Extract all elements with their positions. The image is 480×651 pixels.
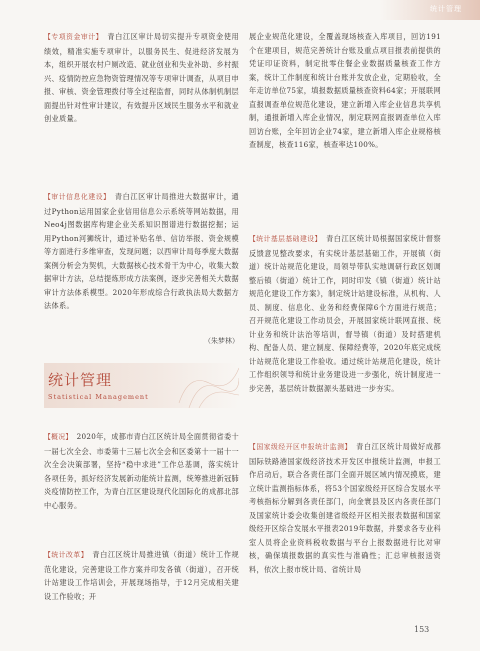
text-overview: 2020年，成都市青白江区统计局全面贯彻省委十一届七次全会、市委第十三届七次全会和区委第十一届十一次全会决策部署，坚持“稳中求进”工作总基调，落实统计各项任务，抓好经济发展新动能统计监测，统筹推进新冠肺炎疫情防控工作，为青白江区建设现代化国际化的成都北部中心服务。 (44, 432, 239, 510)
paragraph-development-zone-monitoring (249, 440, 441, 576)
section-tab: 统计管理 (430, 5, 462, 13)
text-special-fund-audit: 青白江区审计局切实提升专项资金使用绩效，精准实施专项审计，以服务民生、促进经济发展为本，组织开展农村户厕改造、就业创业和失业补助、乡村振兴、疫情防控应急物资管理情况等专项审计调查，从项目申报、审核、资金管理拨付等全过程监督，同时从体制机制层面提出针对性审计建议，有效提升区域民生服务水平和就业创业质量。 (44, 32, 240, 123)
paragraph-reform-continued (249, 30, 441, 152)
tag-statistics-reform: 【统计改革】 (44, 551, 85, 559)
text-grassroots-construction: 青白江区统计局根据国家统计督察反馈意见整改要求，有实统计基层基础工作，开展镇（街道）统计站规范化建设，局领导带队实地调研行政区划调整后镇（街道）统计工作，同时印发《镇（街道）统计站规范化建设工作方案》，制定统计站建设标准，从机构、人员、制度、信息化、业务和经费保障6个方面进行规范；召开规范化建设工作动员会，开展国家统计联网直报、统计业务和统计法治等培训，督导镇（街道）及时搭建机构、配备人员、建立制度、保障经费等，2020年底完成统计站规范化建设工作验收。通过统计站规范化建设，统计工作组织领导和统计业务建设进一步强化，统计制度进一步完善，基层统计数据源头基础进一步夯实。 (249, 234, 441, 393)
page-number: 153 (414, 625, 430, 634)
paragraph-overview (44, 430, 239, 512)
section-title-english: Statistical Management (48, 393, 149, 401)
section-title-band (44, 363, 239, 408)
tag-grassroots-construction: 【统计基层基础建设】 (249, 235, 319, 243)
tag-special-fund-audit: 【专项资金审计】 (44, 33, 100, 41)
tag-audit-informatization: 【审计信息化建设】 (44, 193, 108, 201)
tag-overview: 【概况】 (44, 433, 70, 441)
header-bar (0, 0, 480, 20)
author-signature: （朱梦林） (204, 337, 239, 345)
paragraph-grassroots-construction (249, 232, 441, 395)
paragraph-audit-informatization (44, 190, 239, 313)
text-audit-informatization: 青白江区审计局推进大数据审计，通过Python运用国家企业信用信息公示系统等网站数据，用Neo4j图数据库构建企业关系知识图谱进行数据挖掘；运用Python河狮统计，通过补贴名单、信访举报、资金规模等方面进行多维审查，发现问题；以西审计局每季度大数据案例分析会为契机，大数据核心技术骨干为中心，收集大数据审计方法，总结提炼形成方法案例，逐步完善相关大数据审计方法体系模型。2020年形成综合行政执法局大数据方法体系。 (44, 192, 239, 310)
paragraph-statistics-reform (44, 548, 239, 603)
text-statistics-reform: 青白江区统计局推进镇（街道）统计工作规范化建设，完善建设工作方案并印发各镇（街道），召开统计站建设工作培训会，开展现场指导，于12月完成相关建设工作验收；开 (44, 550, 239, 601)
text-reform-continued: 展企业规范化建设，全覆盖现场核查入库项目，回访191个在建项目，规范完善统计台账及重点项目报表前提供的凭证印证资料，制定批零住餐企业数据质量核查工作方案，统计工作制度和统计台账并发放企业，定期验收，全年走访单位75家，填报数据质量核查资料64家；开展联网直报调查单位规范化建设，建立新增入库企业信息共享机制，通报新增入库企业情况，制定联网直报调查单位入库回访台账，全年回访企业74家，建立新增入库企业规格核查制度，核查116家，核查率达100%。 (249, 32, 441, 149)
section-title: 统计管理 (48, 371, 113, 389)
decorative-pattern-icon (169, 363, 239, 408)
tag-development-zone-monitoring: 【国家级经开区申报统计监测】 (249, 443, 349, 451)
text-development-zone-monitoring: 青白江区统计局做好成都国际铁路港国家级经济技术开发区申报统计监测，申报工作启动后，联合各责任部门全面开展区域内情况摸底，建立统计监测指标体系，将53个国家级经开区综合发展水平考核指标分解到各责任部门，向金寰县及区内各责任部门及国家统计委会收集创建省级经开区相关报表数据和国家级经开区综合发展水平报表2019年数据，并要求各专业科室人员将企业资料税收数据与平台上报数据进行比对审核，确保填报数据的真实性与准确性；汇总审核报送资料，依次上报市统计局、省统计局 (249, 442, 441, 574)
paragraph-special-fund-audit (44, 30, 239, 126)
